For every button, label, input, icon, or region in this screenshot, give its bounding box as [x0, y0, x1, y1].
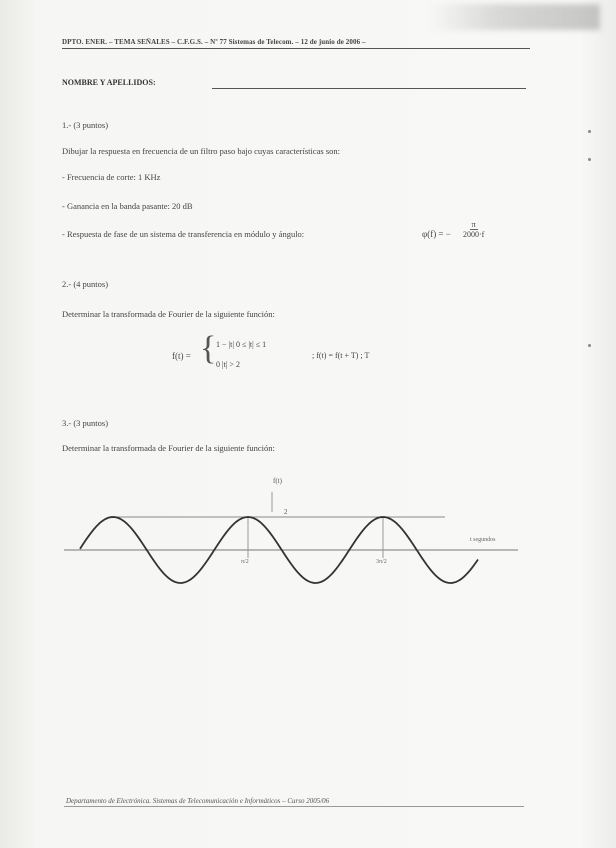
q3-title: 3.- (3 puntos)	[62, 418, 109, 428]
q2-periodicity: ; f(t) = f(t + T) ; T	[312, 351, 370, 360]
name-label: NOMBRE Y APELLIDOS:	[62, 78, 156, 87]
document-header: DPTO. ENER. – TEMA SEÑALES – C.F.G.S. – Nº 77 Sistemas de Telecom. – 12 de junio de 2006 –	[62, 38, 366, 46]
q2-piecewise-brace: {	[200, 330, 217, 367]
fraction-denominator: 2000·f	[463, 230, 485, 239]
q1-title: 1.- (3 puntos)	[62, 120, 109, 130]
q1-intro: Dibujar la respuesta en frecuencia de un filtro paso bajo cuyas características son:	[62, 146, 341, 156]
x-axis-label: t segundos	[470, 537, 496, 543]
q2-intro: Determinar la transformada de Fourier de la siguiente función:	[62, 309, 275, 319]
tick-label-2: 3π/2	[376, 559, 387, 565]
q1-item-phase: - Respuesta de fase de un sistema de transferencia en módulo y ángulo:	[62, 229, 305, 239]
q2-case-1: 1 − |t| 0 ≤ |t| ≤ 1	[216, 340, 267, 349]
fraction-numerator: π	[471, 220, 476, 229]
footer-rule	[64, 806, 524, 807]
footer-text: Departamento de Electrónica. Sistemas de Telecomunicación e Informáticos – Curso 2005/06	[66, 797, 330, 805]
q1-item-gain: - Ganancia en la banda pasante: 20 dB	[62, 201, 193, 211]
q2-title: 2.- (4 puntos)	[62, 279, 109, 289]
q2-function-lhs: f(t) =	[172, 351, 191, 361]
amplitude-label: 2	[284, 508, 288, 516]
y-axis-label: f(t)	[273, 477, 282, 485]
q3-intro: Determinar la transformada de Fourier de la siguiente función:	[62, 443, 275, 453]
q2-case-2: 0 |t| > 2	[216, 360, 240, 369]
q1-item-cutoff: - Frecuencia de corte: 1 KHz	[62, 172, 161, 182]
q1-phase-formula: φ(f) = −	[422, 229, 451, 239]
tick-label-1: π/2	[241, 559, 249, 565]
